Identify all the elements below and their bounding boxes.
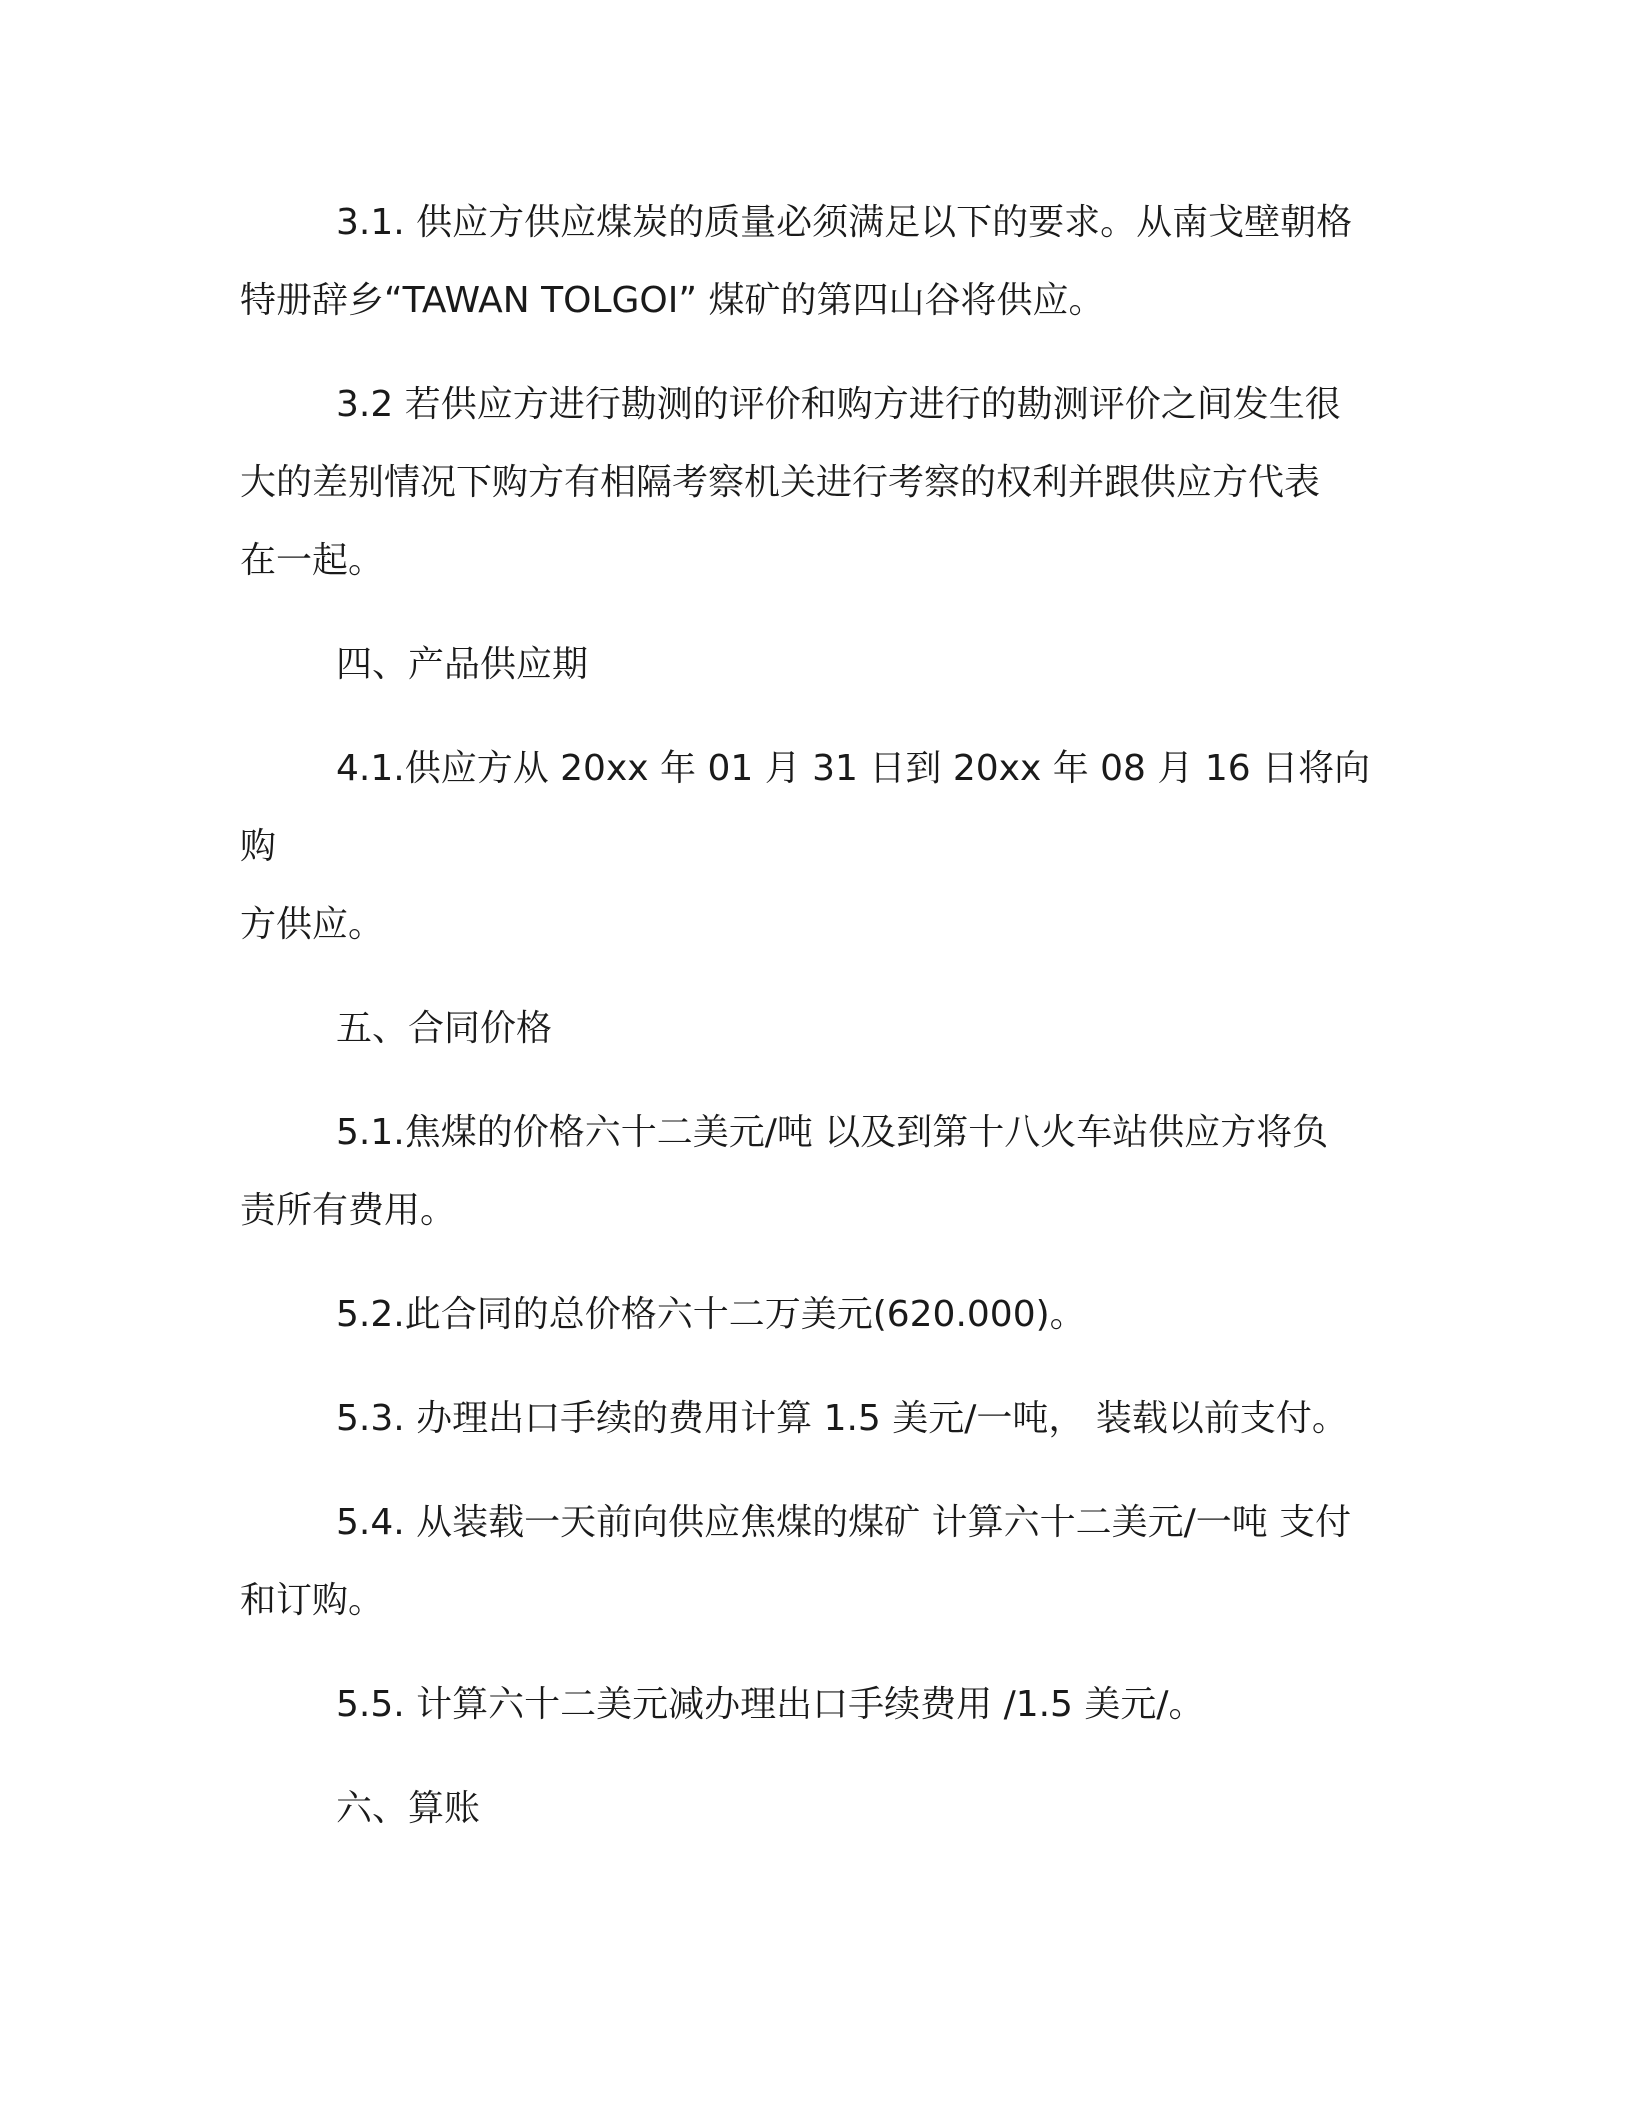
section-heading-4 bbox=[240, 626, 1374, 704]
heading-text: 六、算账 bbox=[336, 1788, 481, 1829]
text-line: 和订购。 bbox=[240, 1580, 385, 1621]
section-heading-5 bbox=[240, 990, 1374, 1068]
heading-text: 五、合同价格 bbox=[336, 1008, 553, 1049]
clause-5-2 bbox=[240, 1276, 1374, 1354]
clause-5-5 bbox=[240, 1666, 1374, 1744]
text-line: 在一起。 bbox=[240, 540, 385, 581]
clause-3-1 bbox=[240, 184, 1374, 340]
heading-text: 四、产品供应期 bbox=[336, 644, 589, 685]
text-line: 5.2.此合同的总价格六十二万美元(620.000)。 bbox=[336, 1294, 1086, 1335]
clause-5-1 bbox=[240, 1094, 1374, 1250]
text-line: 3.2 若供应方进行勘测的评价和购方进行的勘测评价之间发生很 bbox=[336, 384, 1341, 425]
text-line: 责所有费用。 bbox=[240, 1190, 457, 1231]
text-line: 5.3. 办理出口手续的费用计算 1.5 美元/一吨， 装载以前支付。 bbox=[336, 1398, 1348, 1439]
text-line: 3.1. 供应方供应煤炭的质量必须满足以下的要求。从南戈壁朝格 bbox=[336, 202, 1353, 243]
clause-5-4 bbox=[240, 1484, 1374, 1640]
text-line: 大的差别情况下购方有相隔考察机关进行考察的权利并跟供应方代表 bbox=[240, 462, 1321, 503]
text-line: 5.4. 从装载一天前向供应焦煤的煤矿 计算六十二美元/一吨 支付 bbox=[336, 1502, 1352, 1543]
text-line: 4.1.供应方从 20xx 年 01 月 31 日到 20xx 年 08 月 16 日将向购 bbox=[240, 748, 1371, 867]
clause-4-1 bbox=[240, 730, 1374, 964]
text-line: 5.1.焦煤的价格六十二美元/吨 以及到第十八火车站供应方将负 bbox=[336, 1112, 1329, 1153]
text-line: 5.5. 计算六十二美元减办理出口手续费用 /1.5 美元/。 bbox=[336, 1684, 1205, 1725]
text-line: 方供应。 bbox=[240, 904, 385, 945]
text-line: 特册辞乡“TAWAN TOLGOI” 煤矿的第四山谷将供应。 bbox=[240, 280, 1105, 321]
document-body bbox=[240, 184, 1374, 1848]
clause-5-3 bbox=[240, 1380, 1374, 1458]
section-heading-6 bbox=[240, 1770, 1374, 1848]
clause-3-2 bbox=[240, 366, 1374, 600]
